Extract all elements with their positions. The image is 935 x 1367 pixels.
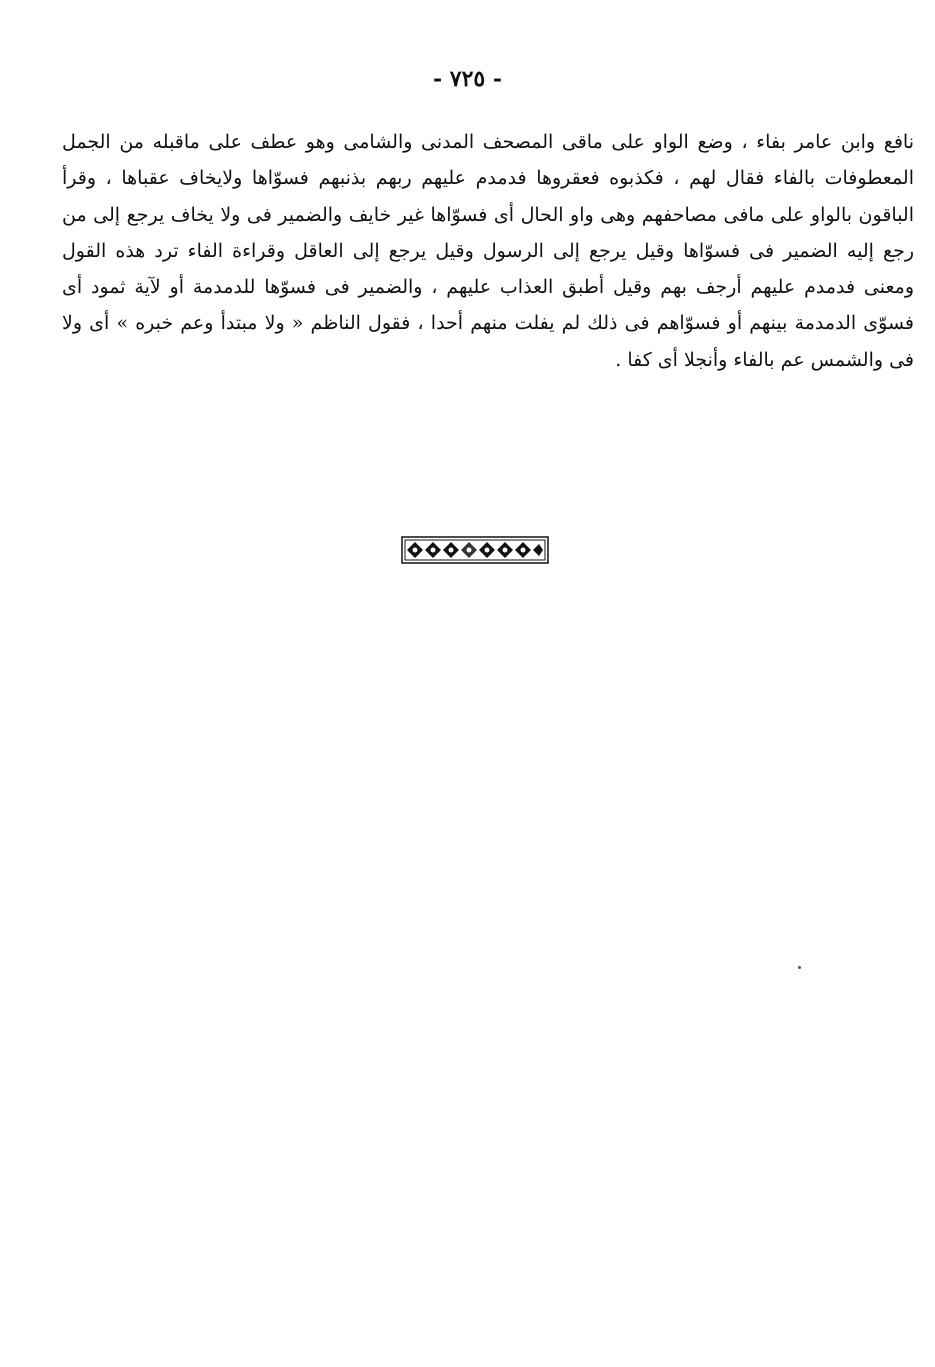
paragraph: نافع وابن عامر بفاء ، وضع الواو على ماقى المصحف المدنى والشامى وهو عطف على ماقبله من الجمل المعطوفات بالفاء فقال لهم ، فكذبوه فعقروها فدمدم عليهم ربهم بذنبهم فسوّاها ولايخاف عقباها ، وقرأ الباقون بالواو على مافى مصاحفهم وهى واو الحال أى فسوّاها غير خايف والضمير فى ولا يخاف يرجع إلى من رجع إليه الضمير فى فسوّاها وقيل يرجع إلى الرسول وقيل يرجع إلى العاقل وقراءة الفاء ترد هذه القول ومعنى فدمدم عليهم أرجف بهم وقيل أطبق العذاب عليهم ، والضمير فى فسوّها للدمدمة أو لآية ثمود أى فسوّى الدمدمة بينهم أو فسوّاهم فى ذلك لم يفلت منهم أحدا ، فقول الناظم « ولا مبتدأ وعم خبره » أى ولا فى والشمس عم بالفاء وأنجلا أى كفا . — [62, 131, 914, 371]
main-text — [62, 124, 914, 378]
decorative-ornament-icon — [401, 536, 549, 564]
scan-speck — [798, 966, 801, 969]
page-number: - ٧٢٥ - — [432, 66, 503, 92]
